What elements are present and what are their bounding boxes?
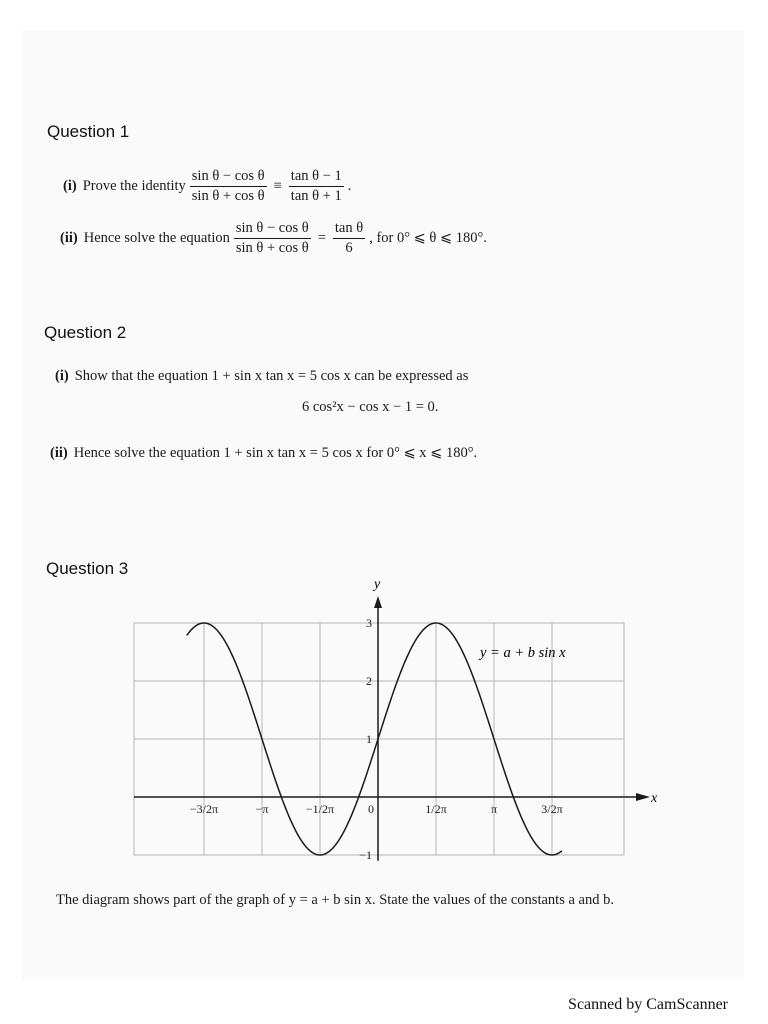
graph-axes [134,596,650,861]
y-tick-label: 2 [366,674,372,688]
x-axis-arrow [636,793,650,801]
q2-part-i-label: (i) [55,368,69,384]
q1-part-i-label: (i) [63,178,77,194]
q1-part-i-prefix: Prove the identity [82,178,186,194]
y-tick-label: 1 [366,732,372,746]
q1-i-rhs-fraction [289,169,344,204]
q1-i-suffix: . [347,178,352,194]
q1-ii-relation: = [317,230,326,246]
camscanner-footer: Scanned by CamScanner [568,996,728,1013]
q2-part-i [55,368,468,385]
q1-ii-rhs-fraction [333,221,365,256]
q1-i-rhs-numerator: tan θ − 1 [289,169,344,187]
q1-part-ii [60,221,487,256]
x-tick-label: 1/2π [425,802,447,816]
sine-graph [0,570,768,870]
q2-equation: 6 cos²x − cos x − 1 = 0. [302,399,439,415]
q1-ii-lhs-fraction [234,221,311,256]
q1-i-rhs-denominator: tan θ + 1 [290,188,342,204]
y-axis-label: y [374,577,381,592]
q1-part-ii-label: (ii) [60,230,78,246]
q1-ii-suffix: , for 0° ⩽ θ ⩽ 180°. [369,230,487,246]
curve-label: y = a + b sin x [480,645,566,661]
q1-part-ii-prefix: Hence solve the equation [83,230,230,246]
q1-i-relation: ≡ [273,178,282,194]
q2-part-ii-text: Hence solve the equation 1 + sin x tan x = 5 cos x for 0° ⩽ x ⩽ 180°. [73,445,478,461]
x-tick-label: π [490,802,498,816]
q1-i-lhs-numerator: sin θ − cos θ [190,169,267,187]
x-tick-label: 0 [368,802,374,816]
x-tick-label: −3/2π [189,802,219,816]
x-axis-label: x [651,791,658,806]
q1-ii-rhs-numerator: tan θ [333,221,365,239]
question-2-heading: Question 2 [44,323,127,342]
q1-ii-rhs-denominator: 6 [345,240,353,256]
q2-part-i-text: Show that the equation 1 + sin x tan x = 5 cos x can be expressed as [74,368,469,384]
q3-caption: The diagram shows part of the graph of y = a + b sin x. State the values of the constants a and b. [56,892,614,908]
q1-i-lhs-fraction [190,169,267,204]
question-3-heading: Question 3 [46,559,129,578]
y-tick-label: −1 [359,848,372,862]
y-tick-label: 3 [366,616,372,630]
question-1-heading: Question 1 [47,122,130,141]
q2-part-ii [50,445,477,462]
q1-ii-lhs-numerator: sin θ − cos θ [234,221,311,239]
x-tick-label: −π [255,802,269,816]
x-tick-label: −1/2π [305,802,335,816]
q1-ii-lhs-denominator: sin θ + cos θ [235,240,309,256]
y-axis-arrow [374,596,382,608]
q2-part-ii-label: (ii) [50,445,68,461]
q1-part-i [63,169,351,204]
q1-i-lhs-denominator: sin θ + cos θ [191,188,265,204]
x-tick-label: 3/2π [541,802,563,816]
